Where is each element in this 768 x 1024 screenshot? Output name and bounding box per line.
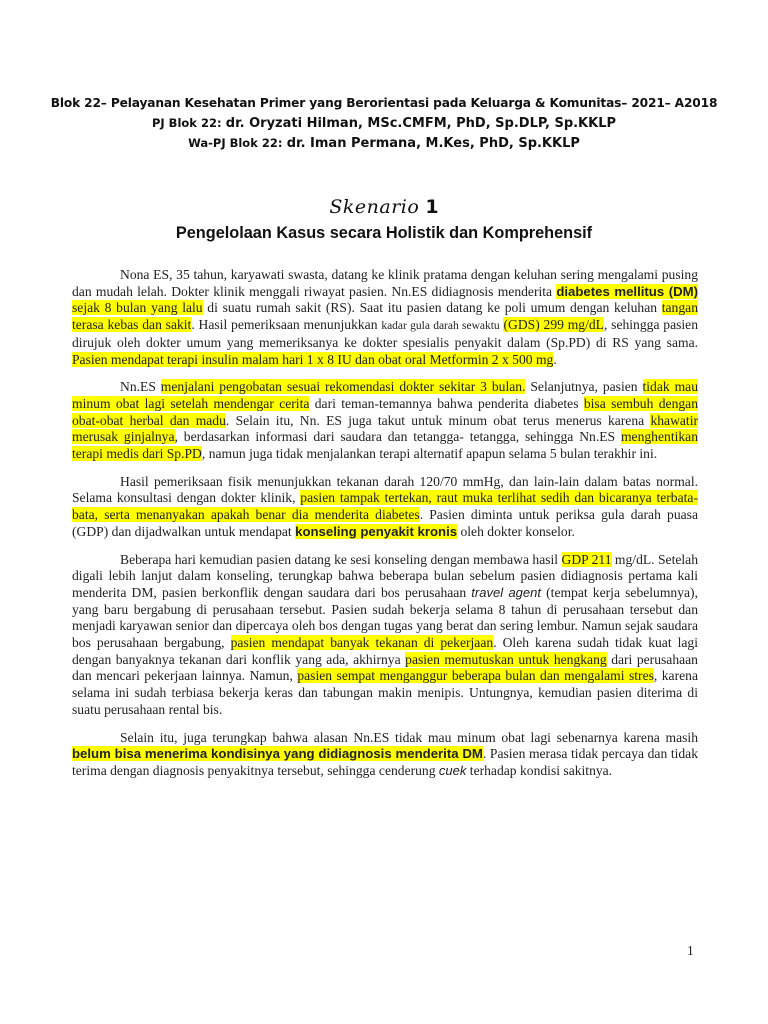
- text-run: mg/dL. Setelah digali lebih lanjut dalam konseling, terungkap bahwa beberapa bulan sebelum pasien didiagnosis pertama kali menderita DM, pasien berkonflik dengan saudara dari bos perusahaan: [72, 551, 698, 600]
- wapj-label: Wa-PJ Blok 22:: [188, 136, 283, 150]
- paragraph: [72, 552, 698, 719]
- highlighted-bold-text: konseling penyakit kronis: [295, 523, 458, 539]
- scenario-subtitle: Pengelolaan Kasus secara Holistik dan Komprehensif: [175, 224, 593, 242]
- wapj-name: dr. Iman Permana, M.Kes, PhD, Sp.KKLP: [286, 136, 580, 151]
- text-run: . Pasien diminta untuk periksa gula darah puasa (GDP) dan dijadwalkan untuk mendapat: [72, 507, 698, 539]
- block-title: Blok 22– Pelayanan Kesehatan Primer yang Berorientasi pada Keluarga & Komunitas– 2021– A2018: [50, 96, 718, 110]
- text-run: , namun juga tidak menjalankan terapi alternatif apapun selama 5 bulan terakhir ini.: [201, 446, 658, 462]
- scenario-heading: [0, 196, 768, 218]
- text-run: Selain itu, juga terungkap bahwa alasan Nn.ES tidak mau minum obat lagi sebenarnya karena masih: [120, 729, 698, 745]
- text-run: , berdasarkan informasi dari saudara dan tetangga- tetangga, sehingga Nn.ES: [174, 429, 621, 445]
- text-run: Hasil pemeriksaan fisik menunjukkan tekanan darah 120/70 mmHg, dan lain-lain dalam batas normal. Selama konsultasi dengan dokter klinik,: [72, 473, 698, 506]
- highlighted-text: pasien tampak tertekan, raut muka terlihat sedih dan bicaranya terbata-bata, serta menanyakan apakah benar dia menderita diabetes: [72, 490, 698, 523]
- highlighted-text: tangan terasa kebas dan sakit: [72, 300, 698, 333]
- highlighted-text: sejak 8 bulan yang lalu: [72, 300, 203, 316]
- highlighted-text: pasien mendapat banyak tekanan di pekerjaan: [230, 635, 494, 651]
- scenario-number: 1: [425, 196, 439, 218]
- highlighted-text: pasien sempat menganggur beberapa bulan dan mengalami stres: [297, 668, 654, 684]
- paragraph: [72, 730, 698, 780]
- highlighted-text: khawatir merusak ginjalnya: [72, 412, 698, 445]
- text-run: Nn.ES: [120, 379, 161, 395]
- paragraph: [72, 474, 698, 541]
- highlighted-text: Pasien mendapat terapi insulin malam hari 1 x 8 IU dan obat oral Metformin 2 x 500 mg: [72, 351, 554, 367]
- highlighted-bold-text: belum bisa menerima kondisinya yang didiagnosis menderita DM: [72, 746, 483, 762]
- wapj-line: [0, 136, 768, 151]
- highlighted-text: (GDS) 299 mg/dL: [503, 317, 604, 333]
- text-run: , sehingga pasien dirujuk oleh dokter umum yang memeriksanya ke dokter spesialis penyakit dalam (Sp.PD) di RS yang sama.: [72, 317, 699, 350]
- paragraph: [72, 267, 698, 368]
- text-run: oleh dokter konselor.: [457, 523, 575, 539]
- italic-text: travel agent: [471, 584, 541, 600]
- page-number: 1: [687, 943, 694, 958]
- paragraph: [72, 379, 698, 463]
- text-run: . Oleh karena sudah tidak kuat lagi dengan banyaknya tekanan dari konflik yang ada, akhirnya: [72, 635, 699, 667]
- text-run: dari perusahaan dan mencari pekerjaan lainnya. Namun,: [72, 651, 698, 684]
- text-run: . Hasil pemeriksaan menunjukkan: [191, 317, 382, 333]
- pj-line: [0, 116, 768, 131]
- highlighted-text: tidak mau minum obat lagi setelah mendengar cerita: [72, 379, 698, 411]
- small-text: kadar gula darah sewaktu: [381, 320, 500, 333]
- text-run: dari teman-temannya bahwa penderita diabetes: [309, 395, 584, 411]
- scenario-word: Skenario: [329, 196, 420, 218]
- italic-text: cuek: [438, 762, 467, 778]
- text-run: Nona ES, 35 tahun, karyawati swasta, datang ke klinik pratama dengan keluhan sering mengalami pusing dan mudah lelah. Dokter klinik menggali riwayat pasien. Nn.ES didiagnosis menderita: [72, 267, 698, 299]
- highlighted-text: GDP 211: [561, 551, 612, 567]
- highlighted-text: pasien memutuskan untuk hengkang: [405, 651, 607, 667]
- pj-name: dr. Oryzati Hilman, MSc.CMFM, PhD, Sp.DLP, Sp.KKLP: [225, 116, 617, 131]
- highlighted-text: menjalani pengobatan sesuai rekomendasi dokter sekitar 3 bulan.: [160, 379, 526, 395]
- text-run: Beberapa hari kemudian pasien datang ke sesi konseling dengan membawa hasil: [120, 551, 562, 567]
- scenario-body: [72, 267, 698, 791]
- highlighted-text: menghentikan terapi medis dari Sp.PD: [72, 429, 698, 462]
- text-run: terhadap kondisi sakitnya.: [466, 762, 613, 778]
- text-run: , karena selama ini sudah terbiasa bekerja keras dan tabungan makin menipis. Untungnya, kemudian pasien diterima di suatu perusahaan rental bis.: [72, 668, 698, 717]
- highlighted-text: bisa sembuh dengan obat-obat herbal dan madu: [72, 395, 698, 428]
- text-run: di suatu rumah sakit (RS). Saat itu pasien datang ke poli umum dengan keluhan: [202, 300, 662, 316]
- text-run: .: [553, 351, 557, 367]
- text-run: Selanjutnya, pasien: [525, 379, 643, 395]
- highlighted-bold-text: diabetes mellitus (DM): [556, 283, 698, 299]
- text-run: . Pasien merasa tidak percaya dan tidak terima dengan diagnosis penyakitnya tersebut, sehingga cenderung: [72, 746, 698, 778]
- pj-label: PJ Blok 22:: [151, 116, 222, 130]
- text-run: . Selain itu, Nn. ES juga takut untuk minum obat terus menerus karena: [225, 412, 651, 428]
- text-run: (tempat kerja sebelumnya), yang baru bergabung di perusahaan tersebut. Pasien sudah bekerja selama 8 tahun di perusahaan tersebut dan menjadi karyawan senior dan dipercaya oleh bos dengan tugas yang berat dan sering lembur. Namun sejak saudara bos perusahaan bergabung,: [72, 584, 698, 651]
